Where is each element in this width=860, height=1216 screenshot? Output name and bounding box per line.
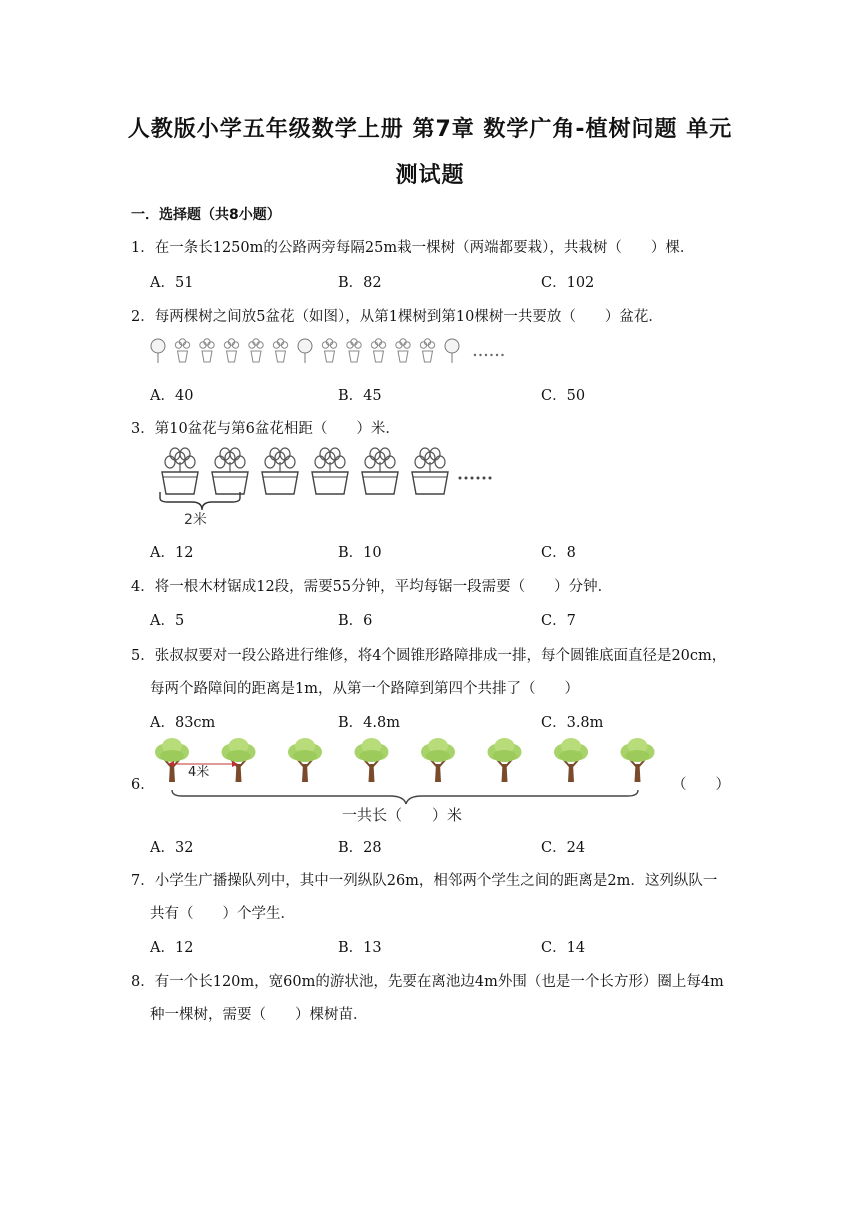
question-8-text-line2: 种一棵树，需要（ ）棵树苗． bbox=[150, 1007, 368, 1023]
figure-label-total: 一共长（ ）米 bbox=[342, 806, 463, 824]
question-7-option-a: A．12 bbox=[150, 940, 194, 956]
question-1-option-b: B．82 bbox=[338, 275, 382, 291]
question-7-text-line1: 7．小学生广播操队列中，其中一列纵队26m，相邻两个学生之间的距离是2m．这列纵队一 bbox=[131, 873, 718, 889]
question-1-option-a: A．51 bbox=[150, 275, 194, 291]
small-flower-icon bbox=[322, 339, 336, 362]
tree-icon bbox=[488, 738, 522, 782]
question-7-option-c: C．14 bbox=[541, 940, 586, 956]
question-1-option-c: C．102 bbox=[541, 275, 595, 291]
tree-icon bbox=[355, 738, 389, 782]
question-4-option-a: A．5 bbox=[150, 613, 185, 629]
small-flower-icon bbox=[224, 339, 238, 362]
small-tree-icon bbox=[151, 339, 165, 363]
small-tree-icon bbox=[445, 339, 459, 363]
small-flower-icon bbox=[175, 339, 189, 362]
tree-icon bbox=[554, 738, 588, 782]
figure-label-4m: 4米 bbox=[188, 765, 210, 780]
question-3-text: 3．第10盆花与第6盆花相距（ ）米． bbox=[131, 421, 400, 437]
question-3-option-c: C．8 bbox=[541, 545, 576, 561]
question-4-option-c: C．7 bbox=[541, 613, 576, 629]
question-2-text: 2．每两棵树之间放5盆花（如图），从第1棵树到第10棵树一共要放（ ）盆花． bbox=[131, 309, 663, 325]
question-4-text: 4．将一根木材锯成12段，需要55分钟，平均每锯一段需要（ ）分钟． bbox=[131, 579, 613, 595]
brace bbox=[160, 492, 240, 510]
tree-icon bbox=[288, 738, 322, 782]
question-1-text: 1．在一条长1250m的公路两旁每隔25m栽一棵树（两端都要栽），共栽树（ ）棵． bbox=[131, 240, 695, 256]
question-6-option-a: A．32 bbox=[150, 840, 194, 856]
small-flower-icon bbox=[347, 339, 361, 362]
question-6-figure bbox=[150, 738, 670, 828]
tree-icon bbox=[222, 738, 256, 782]
small-flower-icon bbox=[371, 339, 385, 362]
page-title-line2: 测试题 bbox=[395, 163, 465, 188]
ellipsis-dots bbox=[474, 354, 504, 356]
small-flower-icon bbox=[273, 339, 287, 362]
ellipsis-dots bbox=[459, 477, 492, 480]
question-2-option-c: C．50 bbox=[541, 388, 586, 404]
question-6-option-c: C．24 bbox=[541, 840, 586, 856]
flower-pot-icon bbox=[362, 448, 398, 494]
question-3-figure bbox=[150, 440, 500, 530]
section-heading: 一．选择题（共8小题） bbox=[131, 207, 281, 223]
question-7-text-line2: 共有（ ）个学生． bbox=[150, 906, 295, 922]
tree-icon bbox=[621, 738, 655, 782]
small-flower-icon bbox=[249, 339, 263, 362]
question-5-option-c: C．3.8m bbox=[541, 715, 604, 731]
question-6-number: 6． bbox=[131, 777, 155, 793]
small-flower-icon bbox=[200, 339, 214, 362]
question-5-text-line2: 每两个路障间的距离是1m，从第一个路障到第四个共排了（ ） bbox=[150, 681, 579, 697]
page-title: 人教版小学五年级数学上册 第7章 数学广角-植树问题 单元 bbox=[127, 117, 733, 142]
flower-pot-icon bbox=[262, 448, 298, 494]
question-3-option-a: A．12 bbox=[150, 545, 194, 561]
flower-pot-icon bbox=[162, 448, 198, 494]
tree-icon bbox=[155, 738, 189, 782]
flower-pot-icon bbox=[412, 448, 448, 494]
question-5-option-b: B．4.8m bbox=[338, 715, 400, 731]
question-5-text-line1: 5．张叔叔要对一段公路进行维修，将4个圆锥形路障排成一排，每个圆锥底面直径是20cm， bbox=[131, 648, 727, 664]
question-8-text-line1: 8．有一个长120m，宽60m的游状池，先要在离池边4m外围（也是一个长方形）圈上每4m bbox=[131, 974, 724, 990]
question-7-option-b: B．13 bbox=[338, 940, 382, 956]
question-6-answer-paren: （ ） bbox=[672, 777, 730, 793]
question-2-option-a: A．40 bbox=[150, 388, 194, 404]
question-2-figure bbox=[150, 335, 510, 369]
tree-icon bbox=[421, 738, 455, 782]
small-flower-icon bbox=[396, 339, 410, 362]
small-flower-icon bbox=[420, 339, 434, 362]
question-4-option-b: B．6 bbox=[338, 613, 373, 629]
flower-pot-icon bbox=[212, 448, 248, 494]
flower-pot-icon bbox=[312, 448, 348, 494]
question-5-option-a: A．83cm bbox=[150, 715, 216, 731]
total-brace bbox=[172, 790, 638, 804]
figure-label-2m: 2米 bbox=[184, 512, 207, 528]
question-3-option-b: B．10 bbox=[338, 545, 382, 561]
question-2-option-b: B．45 bbox=[338, 388, 382, 404]
small-tree-icon bbox=[298, 339, 312, 363]
question-6-option-b: B．28 bbox=[338, 840, 382, 856]
